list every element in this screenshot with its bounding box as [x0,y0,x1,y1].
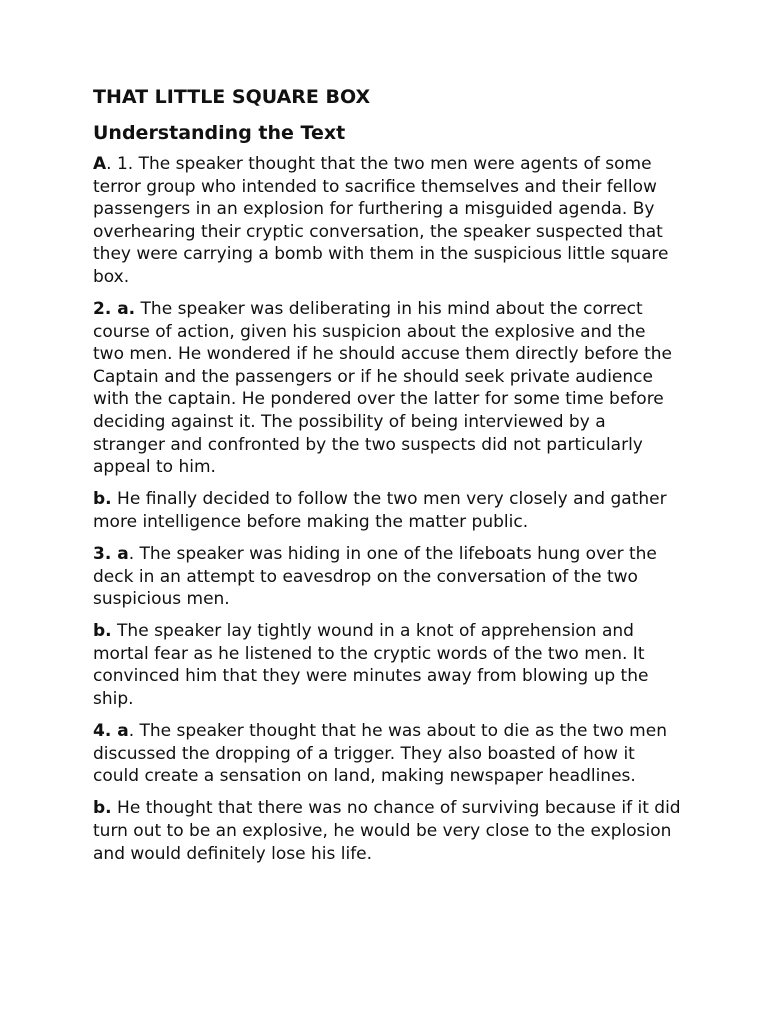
paragraph-text: . The speaker was hiding in one of the lifeboats hung over the deck in an attempt to eavesdrop on the conversation of the two suspicious men. [93,544,657,610]
document-title: THAT LITTLE SQUARE BOX [93,86,371,108]
paragraph-label: b. [93,798,112,819]
paragraph-3a [93,543,681,611]
section-heading: Understanding the Text [93,122,346,144]
paragraph-label: A [93,154,107,174]
paragraph-2a [93,298,681,479]
paragraph-a1 [93,153,681,289]
paragraph-text: The speaker was deliberating in his mind about the correct course of action, given his suspicion about the explosive and the two men. He wondered if he should accuse them directly before the Captain and the passengers or if he should seek private audience with the captain. He pondered over the latter for some time before deciding against it. The possibility of being interviewed by a stranger and confronted by the two suspects did not particularly appeal to him. [93,299,672,478]
document-page [93,83,681,875]
paragraph-label: b. [93,489,112,510]
paragraph-label: 2. a. [93,299,136,320]
paragraph-4b [93,797,681,865]
paragraph-text: He thought that there was no chance of surviving because if it did turn out to be an explosive, he would be very close to the explosion and would definitely lose his life. [93,798,681,864]
paragraph-label: 4. a [93,721,129,742]
paragraph-2b [93,488,681,533]
paragraph-3b [93,620,681,710]
paragraph-label: b. [93,621,112,642]
paragraph-text: He finally decided to follow the two men very closely and gather more intelligence before making the matter public. [93,489,667,532]
paragraph-text: . 1. The speaker thought that the two men were agents of some terror group who intended to sacrifice themselves and their fellow passengers in an explosion for furthering a misguided agenda. By overhearing their cryptic conversation, the speaker suspected that they were carrying a bomb with them in the suspicious little square box. [93,154,669,287]
paragraph-text: . The speaker thought that he was about to die as the two men discussed the dropping of a trigger. They also boasted of how it could create a sensation on land, making newspaper headlines. [93,721,667,787]
paragraph-text: The speaker lay tightly wound in a knot of apprehension and mortal fear as he listened to the cryptic words of the two men. It convinced him that they were minutes away from blowing up the ship. [93,621,649,710]
paragraph-4a [93,720,681,788]
paragraph-label: 3. a [93,544,129,564]
